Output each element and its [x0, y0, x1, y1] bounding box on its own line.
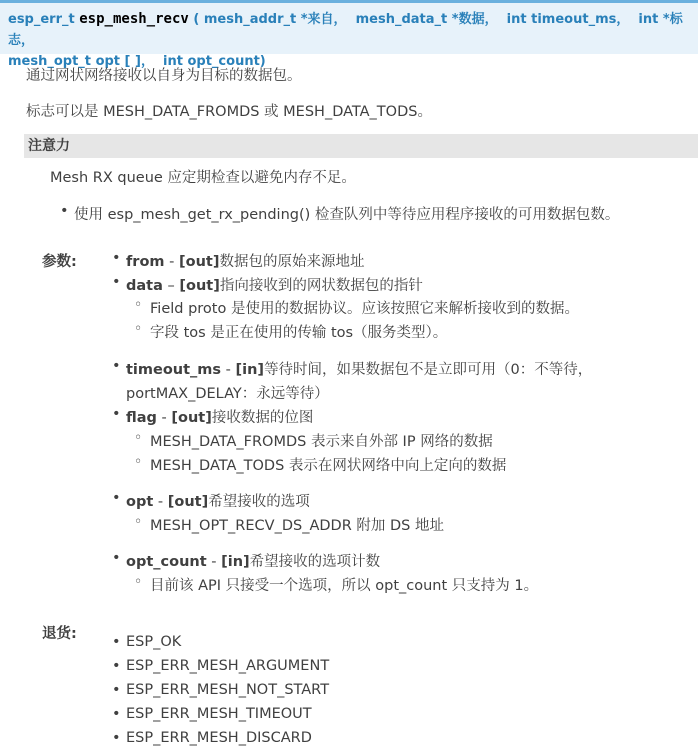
return-item: • ESP_ERR_MESH_TIMEOUT: [126, 706, 312, 722]
param-flag-sub-1: ◦ MESH_DATA_FROMDS 表示来自外部 IP 网络的数据: [150, 430, 493, 451]
param-type-data[interactable]: mesh_data_t: [355, 12, 448, 27]
param-timeout-name: timeout_ms: [126, 362, 222, 378]
return-item: • ESP_ERR_MESH_NOT_START: [126, 682, 329, 698]
param-count-desc: 希望接收的选项计数: [249, 554, 381, 570]
param-data-desc: 指向接收到的网状数据包的指针: [219, 278, 423, 294]
param-data-sub-2: ◦ 字段 tos 是正在使用的传输 tos（服务类型）。: [150, 321, 447, 342]
param-opt-name: opt: [126, 494, 154, 510]
param-name-count: opt_count): [187, 54, 266, 69]
param-count: • opt_count - [in]希望接收的选项计数: [126, 550, 380, 571]
param-flag-dir: [out]: [171, 410, 212, 426]
open-paren: (: [193, 12, 200, 27]
function-name: esp_mesh_recv: [79, 11, 189, 27]
param-name-timeout: timeout_ms，: [531, 12, 630, 27]
param-from-dir: [out]: [178, 254, 220, 270]
param-opt-sub-1: ◦ MESH_OPT_RECV_DS_ADDR 附加 DS 地址: [150, 514, 444, 535]
return-type[interactable]: esp_err_t: [8, 12, 75, 27]
param-data-name: data: [126, 278, 163, 294]
param-count-sub-1: ◦ 目前该 API 只接受一个选项，所以 opt_count 只支持为 1。: [150, 574, 538, 595]
param-type-opt[interactable]: mesh_opt_t: [8, 54, 92, 69]
param-timeout-dir: [in]: [235, 362, 265, 378]
param-data: • data – [out]指向接收到的网状数据包的指针: [126, 274, 423, 295]
params-label: 参数:: [42, 254, 77, 270]
param-type-flag: int: [638, 12, 659, 27]
param-flag: • flag - [out]接收数据的位图: [126, 406, 313, 427]
note-bullet: • 使用 esp_mesh_get_rx_pending() 检查队列中等待应用程序接收的可用数据包数。: [74, 203, 619, 224]
description-paragraph-2: 标志可以是 MESH_DATA_FROMDS 或 MESH_DATA_TODS。: [26, 104, 432, 120]
param-from-desc: 数据包的原始来源地址: [219, 254, 365, 270]
param-opt-desc: 希望接收的选项: [208, 494, 310, 510]
param-type-timeout: int: [506, 12, 527, 27]
function-signature: [0, 0, 698, 69]
param-opt-dir: [out]: [167, 494, 209, 510]
param-data-sub-1: ◦ Field proto 是使用的数据协议。应该按照它来解析接收到的数据。: [150, 297, 579, 318]
param-name-flag: *标志，: [8, 12, 683, 48]
returns-label: 退货:: [42, 626, 77, 642]
note-title: 注意力: [24, 134, 698, 158]
param-from: • from - [out]数据包的原始来源地址: [126, 250, 364, 271]
return-item: • ESP_ERR_MESH_ARGUMENT: [126, 658, 329, 674]
return-item: • ESP_OK: [126, 634, 181, 650]
param-name-data: *数据，: [451, 12, 498, 27]
param-flag-name: flag: [126, 410, 157, 426]
param-timeout-desc-1: 等待时间，如果数据包不是立即可用（0：不等待，: [264, 362, 593, 378]
param-count-name: opt_count: [126, 554, 207, 570]
param-from-name: from: [126, 254, 165, 270]
param-flag-desc: 接收数据的位图: [211, 410, 314, 426]
param-type-from[interactable]: mesh_addr_t: [203, 12, 297, 27]
description-paragraph-1: 通过网状网络接收以自身为目标的数据包。: [26, 68, 302, 84]
param-timeout-desc-2: portMAX_DELAY：永远等待）: [126, 386, 329, 402]
param-opt: • opt - [out]希望接收的选项: [126, 490, 310, 511]
param-name-opt: opt [ ]，: [95, 54, 154, 69]
return-item: • ESP_ERR_MESH_DISCARD: [126, 730, 312, 746]
param-name-from: *来自，: [300, 12, 347, 27]
signature-line-1: [8, 9, 690, 51]
param-count-dir: [in]: [221, 554, 250, 570]
param-data-dir: [out]: [179, 278, 220, 294]
param-timeout: • timeout_ms - [in]等待时间，如果数据包不是立即可用（0：不等待，: [126, 358, 592, 379]
param-flag-sub-2: ◦ MESH_DATA_TODS 表示在网状网络中向上定向的数据: [150, 454, 506, 475]
param-type-count: int: [163, 54, 183, 69]
note-text: Mesh RX queue 应定期检查以避免内存不足。: [50, 170, 356, 186]
